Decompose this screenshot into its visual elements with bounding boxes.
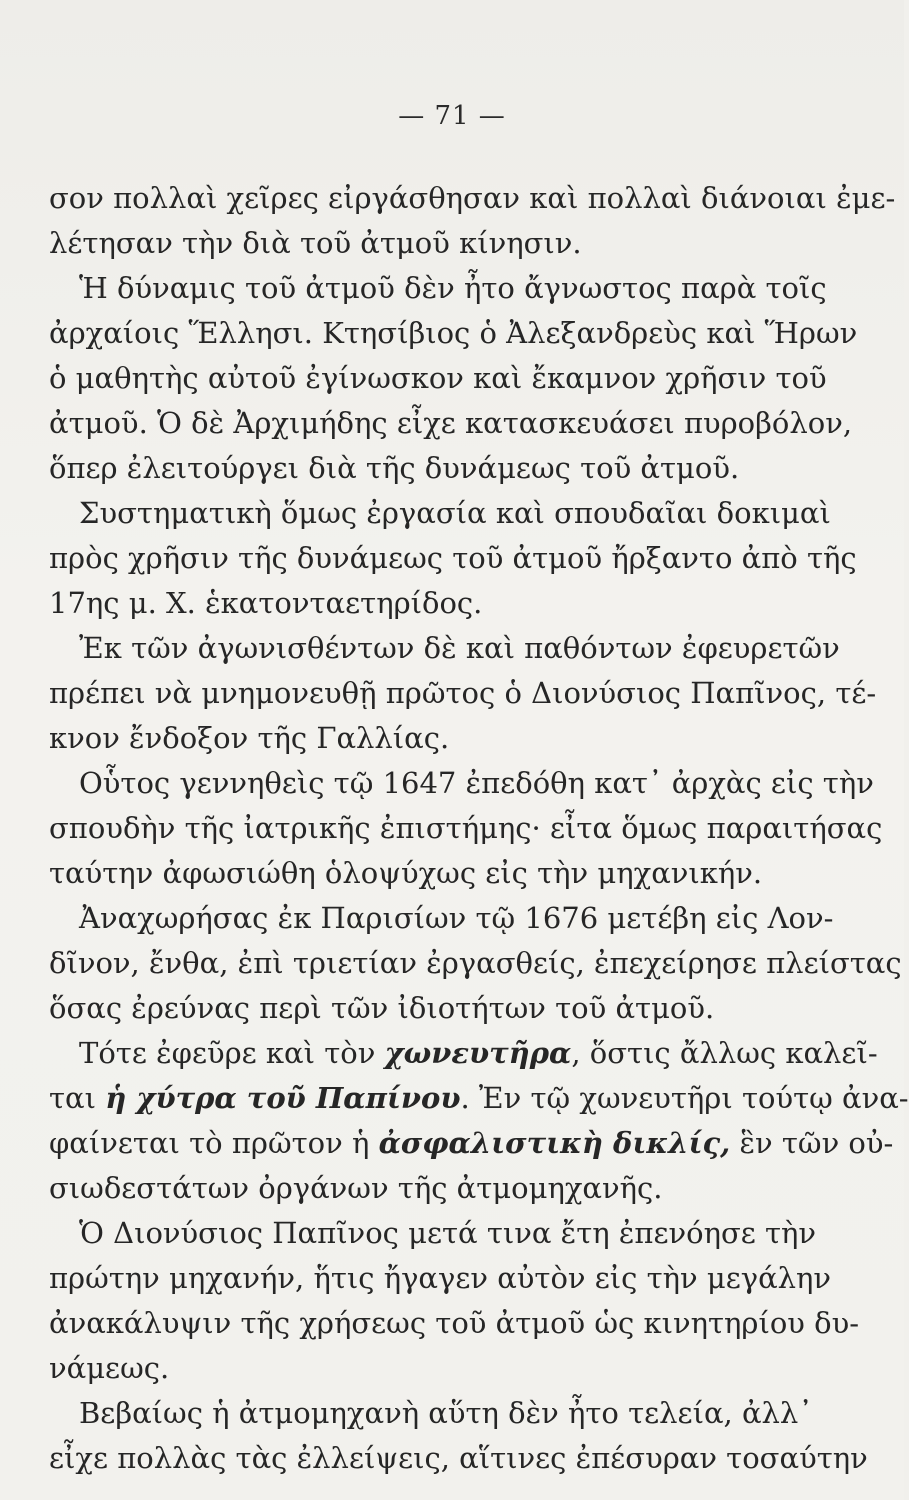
text-line: ὁ μαθητὴς αὐτοῦ ἐγίνωσκον καὶ ἔκαμνον χρῆσιν τοῦ <box>49 361 827 395</box>
bold-term-chytra: ἡ χύτρα τοῦ Παπίνου <box>105 1081 461 1115</box>
text-line: 17ης μ. Χ. ἑκατονταετηρίδος. <box>49 586 483 620</box>
text-line: ὅπερ ἐλειτούργει διὰ τῆς δυνάμεως τοῦ ἀτμοῦ. <box>49 451 740 485</box>
text-line: Ὁ Διονύσιος Παπῖνος μετά τινα ἔτη ἐπενόησε τὴν <box>79 1216 817 1250</box>
text-line: Ἡ δύναμις τοῦ ἀτμοῦ δὲν ἦτο ἄγνωστος παρὰ τοῖς <box>79 271 827 305</box>
text-line: Ἀναχωρήσας ἐκ Παρισίων τῷ 1676 μετέβη εἰς Λον- <box>79 901 834 935</box>
text-line: πρέπει νὰ μνημονευθῇ πρῶτος ὁ Διονύσιος Παπῖνος, τέ- <box>49 676 877 710</box>
text-line: Οὗτος γεννηθεὶς τῷ 1647 ἐπεδόθη κατ᾽ ἀρχὰς εἰς τὴν <box>79 766 874 800</box>
text-run: , ὅστις ἄλλως καλεῖ- <box>571 1036 878 1070</box>
text-line <box>49 1121 894 1165</box>
text-run: . Ἐν τῷ χωνευτῆρι τούτῳ ἀνα- <box>460 1081 909 1115</box>
text-line: νάμεως. <box>49 1351 170 1385</box>
text-run: φαίνεται τὸ πρῶτον ἡ <box>49 1126 379 1160</box>
text-run: ἓν τῶν οὐ- <box>730 1126 894 1160</box>
text-run: Τότε ἐφεῦρε καὶ τὸν <box>79 1036 385 1070</box>
text-line: πρὸς χρῆσιν τῆς δυνάμεως τοῦ ἀτμοῦ ἤρξαντο ἀπὸ τῆς <box>49 541 857 575</box>
text-line: κνον ἔνδοξον τῆς Γαλλίας. <box>49 721 450 755</box>
bold-term-diklis: ἀσφαλιστικὴ δικλίς, <box>378 1126 731 1160</box>
text-line: εἶχε πολλὰς τὰς ἐλλείψεις, αἵτινες ἐπέσυραν τοσαύτην <box>49 1441 868 1475</box>
text-line: ἀτμοῦ. Ὁ δὲ Ἀρχιμήδης εἶχε κατασκευάσει πυροβόλον, <box>49 406 853 440</box>
text-run: ται <box>49 1081 106 1115</box>
text-line: Ἐκ τῶν ἀγωνισθέντων δὲ καὶ παθόντων ἐφευρετῶν <box>79 631 840 665</box>
text-line: σιωδεστάτων ὀργάνων τῆς ἀτμομηχανῆς. <box>49 1171 663 1205</box>
text-line: ἀρχαίοις Ἕλλησι. Κτησίβιος ὁ Ἀλεξανδρεὺς καὶ Ἥρων <box>49 316 858 350</box>
text-line: ὅσας ἐρεύνας περὶ τῶν ἰδιοτήτων τοῦ ἀτμοῦ. <box>49 991 715 1025</box>
text-line: Βεβαίως ἡ ἀτμομηχανὴ αὕτη δὲν ἦτο τελεία, ἀλλ᾽ <box>79 1396 813 1430</box>
text-line: ταύτην ἀφωσιώθη ὁλοψύχως εἰς τὴν μηχανικήν. <box>49 856 763 890</box>
text-line <box>49 1031 878 1075</box>
text-line: Συστηματικὴ ὅμως ἐργασία καὶ σπουδαῖαι δοκιμαὶ <box>79 496 831 530</box>
text-line: σπουδὴν τῆς ἰατρικῆς ἐπιστήμης· εἶτα ὅμως παραιτήσας <box>49 811 883 845</box>
text-line: λέτησαν τὴν διὰ τοῦ ἀτμοῦ κίνησιν. <box>49 226 582 260</box>
text-line: δῖνον, ἔνθα, ἐπὶ τριετίαν ἐργασθείς, ἐπεχείρησε πλείστας <box>49 946 902 980</box>
page-number: — 71 — <box>398 101 506 131</box>
text-line <box>49 1076 909 1120</box>
text-line: πρώτην μηχανήν, ἥτις ἤγαγεν αὐτὸν εἰς τὴν μεγάλην <box>49 1261 832 1295</box>
bold-term-chooneftir: χωνευτῆρα <box>384 1036 572 1070</box>
text-line: σον πολλαὶ χεῖρες εἰργάσθησαν καὶ πολλαὶ διάνοιαι ἐμε- <box>49 181 896 215</box>
text-line: ἀνακάλυψιν τῆς χρήσεως τοῦ ἀτμοῦ ὡς κινητηρίου δυ- <box>49 1306 860 1340</box>
